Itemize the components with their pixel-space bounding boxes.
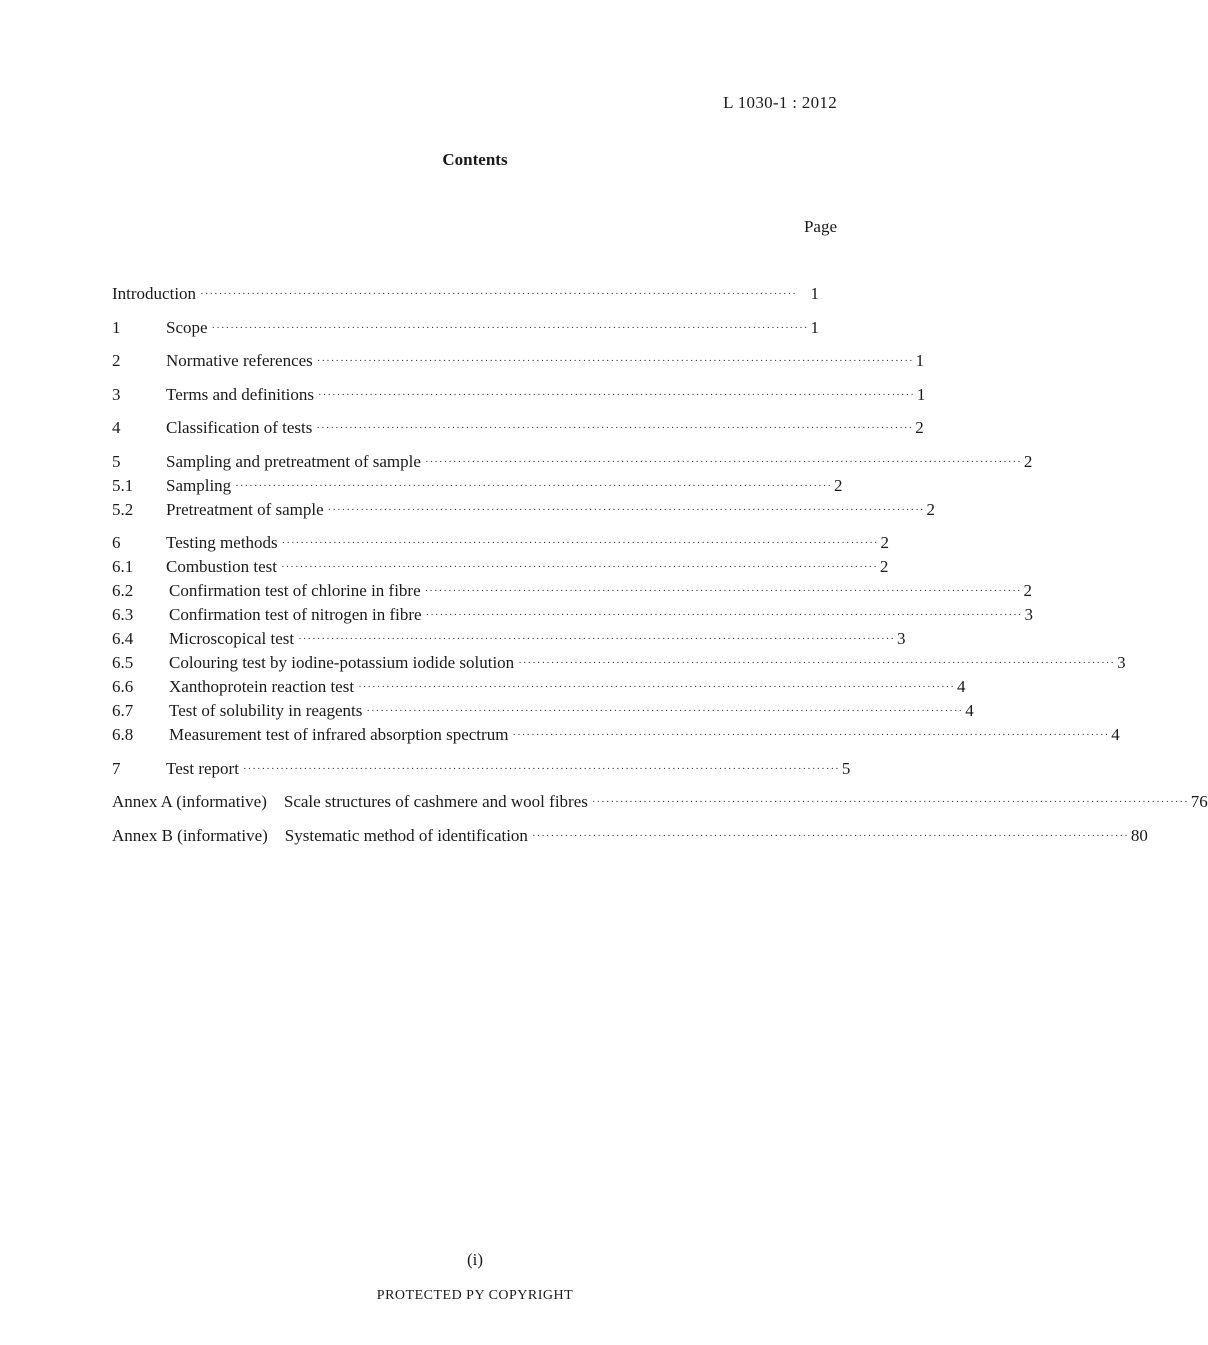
toc-entry-number: 5 bbox=[112, 451, 121, 471]
toc-entry-page: 4 bbox=[956, 677, 966, 696]
toc-entry-page: 1 bbox=[810, 284, 819, 303]
toc-entry-testing-methods[interactable] bbox=[112, 531, 890, 555]
toc-entry-microscopical-test[interactable] bbox=[112, 627, 906, 651]
page-column-label: Page bbox=[803, 217, 837, 236]
dot-leader: ································································································································ bbox=[318, 388, 915, 401]
page-number: (i) bbox=[466, 1250, 484, 1269]
toc-entry-page: 5 bbox=[841, 758, 851, 778]
toc-annex-label: Annex A (informative) bbox=[112, 792, 267, 811]
toc-entry-title: Test of solubility in reagents bbox=[169, 701, 363, 720]
toc-entry-annex-a[interactable] bbox=[112, 790, 1208, 814]
toc-entry-title: Pretreatment of sample bbox=[166, 499, 324, 519]
toc-entry-page: 3 bbox=[1117, 653, 1126, 672]
toc-entry-number: 6.4 bbox=[112, 629, 134, 648]
toc-entry-page: 2 bbox=[1023, 451, 1033, 471]
toc-entry-page: 2 bbox=[915, 418, 924, 437]
toc-entry-title: Classification of tests bbox=[166, 418, 313, 437]
dot-leader: ································································································································ bbox=[366, 705, 964, 717]
toc-entry-test-report[interactable] bbox=[112, 757, 851, 781]
toc-entry-title: Scope bbox=[166, 317, 208, 337]
toc-entry-title: Sampling and pretreatment of sample bbox=[166, 451, 421, 471]
toc-entry-scope[interactable] bbox=[112, 316, 819, 340]
toc-entry-number: 6.8 bbox=[112, 725, 134, 744]
dot-leader: ································································································································ bbox=[235, 479, 833, 492]
toc-entry-pretreatment[interactable] bbox=[112, 498, 936, 522]
toc-entry-number: 6.7 bbox=[112, 701, 134, 720]
toc-entry-title: Sampling bbox=[166, 475, 232, 495]
toc-entry-chlorine-test[interactable] bbox=[112, 579, 1033, 603]
toc-entry-number: 6.3 bbox=[112, 605, 134, 624]
toc-entry-title: Combustion test bbox=[166, 557, 277, 576]
toc-entry-colouring-test[interactable] bbox=[112, 651, 1126, 675]
dot-leader: ································································································································ bbox=[327, 503, 925, 516]
toc-entry-terms-definitions[interactable] bbox=[112, 383, 926, 407]
toc-entry-title: Measurement test of infrared absorption spectrum bbox=[169, 725, 509, 744]
toc-entry-page: 3 bbox=[1024, 605, 1033, 624]
toc-entry-page: 4 bbox=[965, 701, 974, 720]
dot-leader: ································································································································ bbox=[512, 729, 1110, 741]
toc-entry-xanthoprotein-test[interactable] bbox=[112, 675, 966, 699]
copyright-footer: PROTECTED PY COPYRIGHT bbox=[376, 1288, 574, 1303]
toc-entry-sampling-pretreatment[interactable] bbox=[112, 450, 1033, 474]
toc-entry-number: 2 bbox=[112, 351, 121, 370]
toc-entry-page: 2 bbox=[880, 533, 890, 552]
toc-entry-number: 5.1 bbox=[112, 475, 134, 495]
dot-leader: ································································································································ bbox=[316, 422, 914, 434]
toc-entry-page: 1 bbox=[915, 351, 925, 370]
table-of-contents bbox=[112, 282, 1208, 848]
toc-entry-number: 6.6 bbox=[112, 677, 134, 696]
toc-entry-number: 7 bbox=[112, 758, 121, 778]
dot-leader: ································································································································ bbox=[425, 609, 1023, 621]
toc-annex-label: Annex B (informative) bbox=[112, 825, 268, 845]
dot-leader: ································································································································ bbox=[200, 288, 797, 300]
toc-entry-page: 2 bbox=[879, 557, 889, 576]
toc-entry-title: Xanthoprotein reaction test bbox=[169, 677, 355, 696]
toc-entry-nitrogen-test[interactable] bbox=[112, 603, 1033, 627]
toc-entry-number: 1 bbox=[112, 317, 121, 337]
toc-entry-title: Normative references bbox=[166, 351, 313, 370]
toc-entry-page: 80 bbox=[1130, 825, 1148, 845]
toc-entry-title: Confirmation test of chlorine in fibre bbox=[169, 581, 421, 600]
document-id: L 1030-1 : 2012 bbox=[723, 93, 837, 112]
toc-entry-page: 2 bbox=[926, 499, 936, 519]
toc-entry-title: Confirmation test of nitrogen in fibre bbox=[169, 605, 422, 624]
toc-entry-title: Testing methods bbox=[166, 533, 278, 552]
contents-title: Contents bbox=[442, 150, 508, 169]
toc-entry-title: Introduction bbox=[112, 284, 197, 303]
toc-entry-infrared-test[interactable] bbox=[112, 723, 1120, 747]
dot-leader: ································································································································ bbox=[211, 321, 809, 334]
toc-entry-title: Scale structures of cashmere and wool fibres bbox=[283, 792, 588, 811]
toc-entry-solubility-test[interactable] bbox=[112, 699, 974, 723]
dot-leader: ································································································································ bbox=[518, 657, 1116, 669]
toc-entry-annex-b[interactable] bbox=[112, 824, 1148, 848]
dot-leader: ································································································································ bbox=[424, 455, 1022, 468]
toc-entry-number: 5.2 bbox=[112, 499, 134, 519]
dot-leader: ································································································································ bbox=[531, 829, 1129, 842]
toc-entry-number: 6.5 bbox=[112, 653, 134, 672]
toc-entry-number: 6.2 bbox=[112, 581, 134, 600]
dot-leader: ································································································································ bbox=[281, 537, 879, 549]
toc-entry-page: 4 bbox=[1111, 725, 1120, 744]
toc-entry-number: 3 bbox=[112, 384, 121, 404]
dot-leader: ································································································································ bbox=[358, 681, 955, 693]
toc-entry-title: Microscopical test bbox=[169, 629, 295, 648]
toc-entry-title: Terms and definitions bbox=[166, 384, 315, 404]
toc-entry-number: 6 bbox=[112, 533, 121, 552]
toc-entry-title: Colouring test by iodine-potassium iodide solution bbox=[169, 653, 515, 672]
toc-entry-number: 6.1 bbox=[112, 557, 134, 576]
toc-entry-page: 1 bbox=[916, 384, 926, 404]
toc-entry-introduction[interactable] bbox=[112, 282, 819, 306]
dot-leader: ································································································································ bbox=[298, 633, 895, 645]
toc-entry-page: 76 bbox=[1190, 792, 1208, 811]
toc-entry-page: 2 bbox=[834, 475, 843, 495]
dot-leader: ································································································································ bbox=[242, 762, 840, 775]
toc-entry-sampling[interactable] bbox=[112, 474, 843, 498]
dot-leader: ································································································································ bbox=[280, 561, 878, 573]
toc-entry-page: 1 bbox=[810, 317, 819, 337]
toc-entry-combustion-test[interactable] bbox=[112, 555, 889, 579]
toc-entry-title: Systematic method of identification bbox=[284, 825, 528, 845]
toc-entry-normative-references[interactable] bbox=[112, 349, 925, 373]
toc-entry-page: 2 bbox=[1023, 581, 1033, 600]
toc-entry-page: 3 bbox=[896, 629, 906, 648]
dot-leader: ································································································································ bbox=[424, 585, 1022, 597]
dot-leader: ································································································································ bbox=[316, 355, 914, 367]
dot-leader: ································································································································ bbox=[591, 796, 1189, 808]
toc-entry-title: Test report bbox=[166, 758, 239, 778]
toc-entry-number: 4 bbox=[112, 418, 121, 437]
toc-entry-classification[interactable] bbox=[112, 416, 924, 440]
